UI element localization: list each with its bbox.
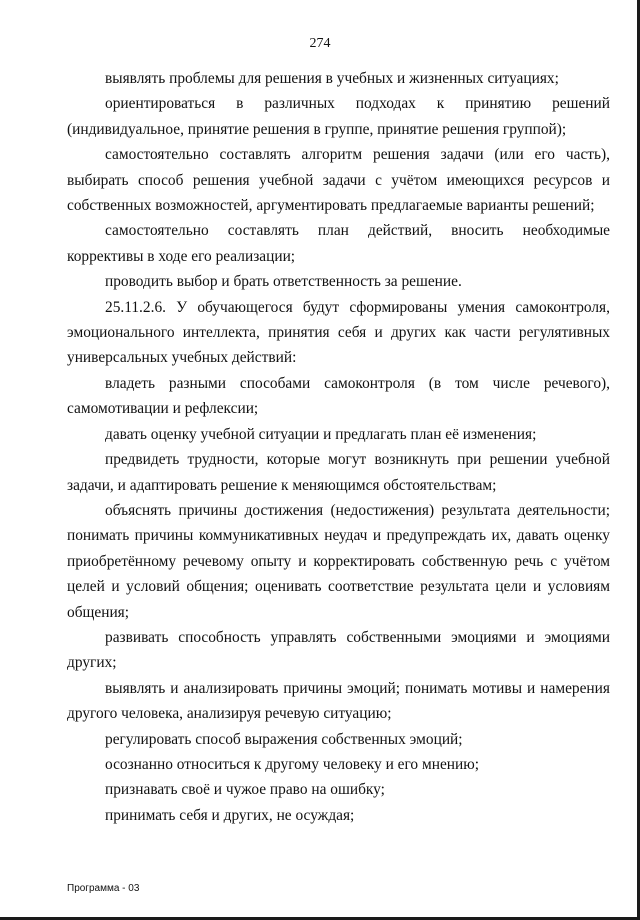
paragraph: выявлять проблемы для решения в учебных и жизненных ситуациях; xyxy=(105,70,559,87)
document-body xyxy=(67,66,610,828)
paragraph: признавать своё и чужое право на ошибку; xyxy=(105,781,385,799)
footer-label: Программа - 03 xyxy=(67,883,140,894)
paragraph: принимать себя и других, не осуждая; xyxy=(105,806,355,824)
paragraph: предвидеть трудности, которые могут возникнуть при решении учебной задачи, и адаптировать решение к меняющимся обстоятельствам; xyxy=(67,451,610,494)
page-number: 274 xyxy=(309,36,331,51)
paragraph: осознанно относиться к другому человеку и его мнению; xyxy=(105,755,480,773)
paragraph: объяснять причины достижения (недостижения) результата деятельности; понимать причины коммуникативных неудач и предупреждать их, давать оценку приобретённому речевому опыту и корректировать собственную речь с учётом целей и условий общения; оценивать соответствие результата цели и условиям общения; xyxy=(67,501,610,621)
paragraph: развивать способность управлять собственными эмоциями и эмоциями других; xyxy=(67,628,610,672)
paragraph: давать оценку учебной ситуации и предлагать план её изменения; xyxy=(105,425,537,443)
paragraph: владеть разными способами самоконтроля (в том числе речевого), самомотивации и рефлексии; xyxy=(67,374,610,418)
paragraph: самостоятельно составлять план действий, вносить необходимые коррективы в ходе его реализации; xyxy=(67,222,610,265)
paragraph: проводить выбор и брать ответственность за решение. xyxy=(105,273,462,291)
paragraph: регулировать способ выражения собственных эмоций; xyxy=(105,730,463,748)
paragraph: ориентироваться в различных подходах к принятию решений (индивидуальное, принятие решения в группе, принятие решения группой); xyxy=(67,95,610,138)
section-paragraph: 25.11.2.6. У обучающегося будут сформированы умения самоконтроля, эмоционального интеллекта, принятия себя и других как части регулятивных универсальных учебных действий: xyxy=(67,298,610,367)
paragraph: самостоятельно составлять алгоритм решения задачи (или его часть), выбирать способ решения учебной задачи с учётом имеющихся ресурсов и собственных возможностей, аргументировать предлагаемые варианты решений; xyxy=(67,146,610,215)
paragraph: выявлять и анализировать причины эмоций; понимать мотивы и намерения другого человека, анализируя речевую ситуацию; xyxy=(67,679,610,723)
